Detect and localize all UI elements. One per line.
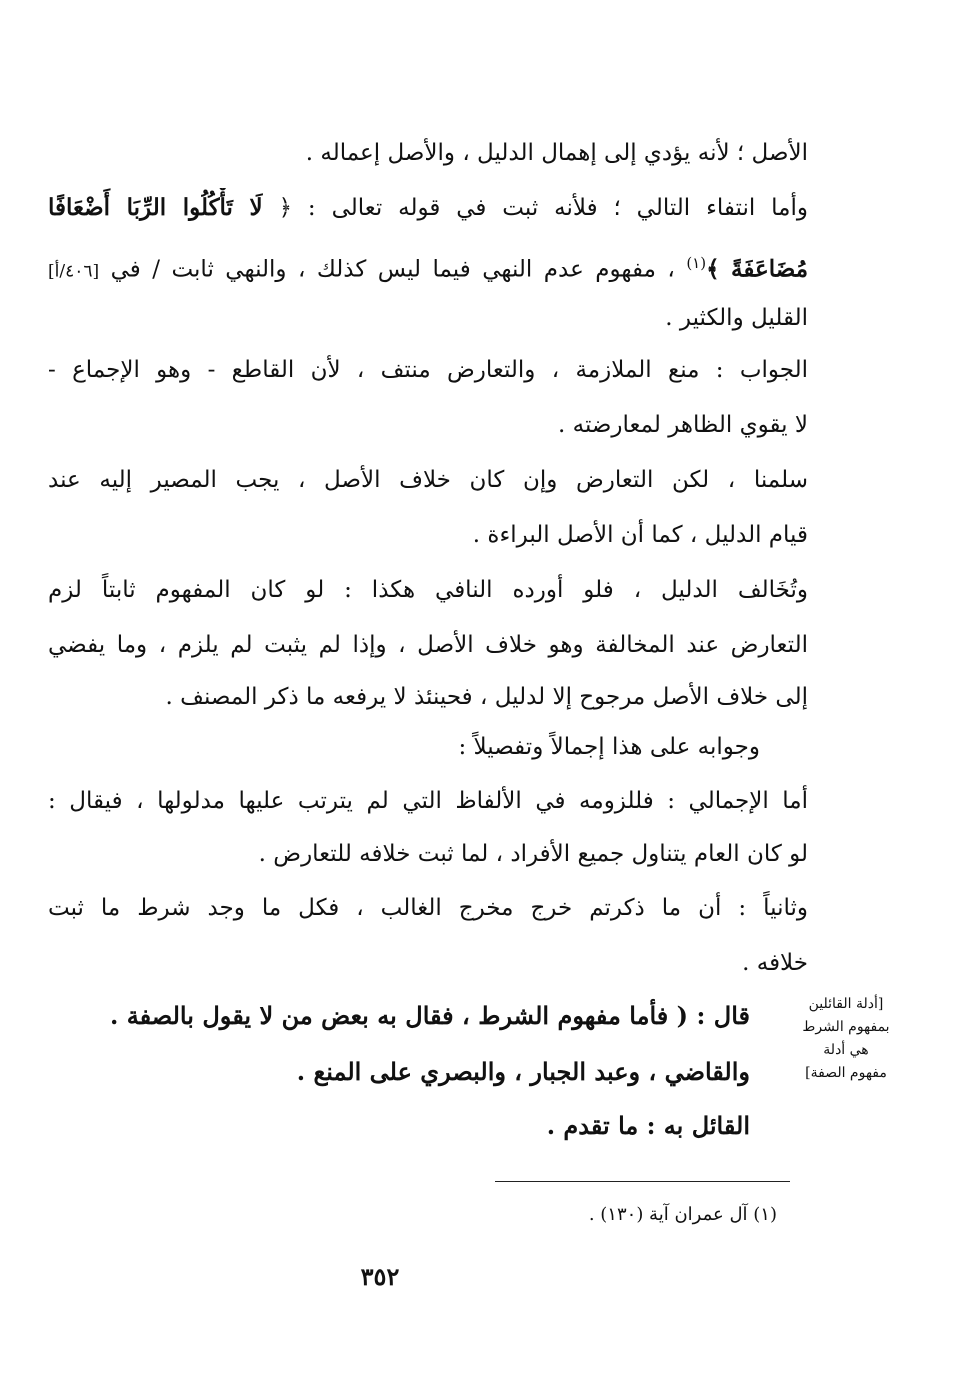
footnote-separator xyxy=(495,1181,790,1182)
body-line-3 xyxy=(48,243,808,292)
body-line-15: وثانياً : أن ما ذكرتم خرج مخرج الغالب ، فكل ما وجد شرط ما ثبت xyxy=(48,895,808,921)
body-line-2 xyxy=(48,188,808,228)
margin-note-line-3: هي أدلة xyxy=(823,1042,869,1058)
body-line-10: التعارض عند المخالفة وهو خلاف الأصل ، وإذا لم يثبت لم يلزم ، وما يفضي xyxy=(48,632,808,658)
quote-line-1: قال : ( فأما مفهوم الشرط ، فقال به بعض من لا يقول بالصفة . xyxy=(110,1001,750,1030)
margin-note-line-2: بمفهوم الشرط xyxy=(802,1019,890,1035)
margin-note xyxy=(800,993,892,1085)
body-line-4: القليل والكثير . xyxy=(665,305,808,331)
body-line-7: سلمنا ، لكن التعارض وإن كان خلاف الأصل ، يجب المصير إليه عند xyxy=(48,467,808,493)
page-number: ٣٥٢ xyxy=(360,1262,400,1291)
quran-bracket-close: ﴾ xyxy=(706,255,720,283)
body-line-1: الأصل ؛ لأنه يؤدي إلى إهمال الدليل ، والأصل إعماله . xyxy=(305,140,808,166)
quran-verse-end: مُضَاعَفَةً xyxy=(731,255,808,283)
body-line-2-text: وأما انتفاء التالي ؛ فلأنه ثبت في قوله تعالى : ﴿ xyxy=(278,195,808,221)
body-line-11: إلى خلاف الأصل مرجوح إلا لدليل ، فحينئذ لا يرفعه ما ذكر المصنف . xyxy=(165,684,808,710)
margin-note-line-4: مفهوم الصفة] xyxy=(805,1065,887,1081)
footnote-marker[interactable]: (١) xyxy=(686,254,707,272)
body-line-13: أما الإجمالي : فللزومه في الألفاظ التي لم يترتب عليها مدلولها ، فيقال : xyxy=(48,788,808,814)
footnote: (١) آل عمران آية (١٣٠) . xyxy=(588,1204,777,1225)
body-line-9: وتُخَالف الدليل ، فلو أورده النافي هكذا : لو كان المفهوم ثابتاً لزم xyxy=(48,577,808,603)
body-line-8: قيام الدليل ، كما أن الأصل البراءة . xyxy=(472,522,808,548)
quote-line-2: والقاضي ، وعبد الجبار ، والبصري على المنع . xyxy=(296,1057,750,1086)
quran-verse-start: لَا تَأْكُلُوا الرِّبَا أَضْعَافًا xyxy=(48,194,263,221)
manuscript-folio-ref: [٤٠٦/أ] xyxy=(48,261,100,282)
body-line-12: وجوابه على هذا إجمالاً وتفصيلاً : xyxy=(458,734,760,760)
body-line-6: لا يقوي الظاهر لمعارضته . xyxy=(557,412,808,438)
quote-line-3: القائل به : ما تقدم . xyxy=(546,1111,750,1140)
body-line-16: خلافه . xyxy=(742,950,808,976)
body-line-3-text: ، مفهوم عدم النهي فيما ليس كذلك ، والنهي ثابت / في xyxy=(110,256,675,283)
body-line-5: الجواب : منع الملازمة ، والتعارض منتف ، لأن القاطع - وهو الإجماع - xyxy=(48,357,808,383)
body-line-14: لو كان العام يتناول جميع الأفراد ، لما ثبت خلافه للتعارض . xyxy=(258,841,808,867)
margin-note-line-1: [أدلة القائلين xyxy=(808,996,884,1012)
